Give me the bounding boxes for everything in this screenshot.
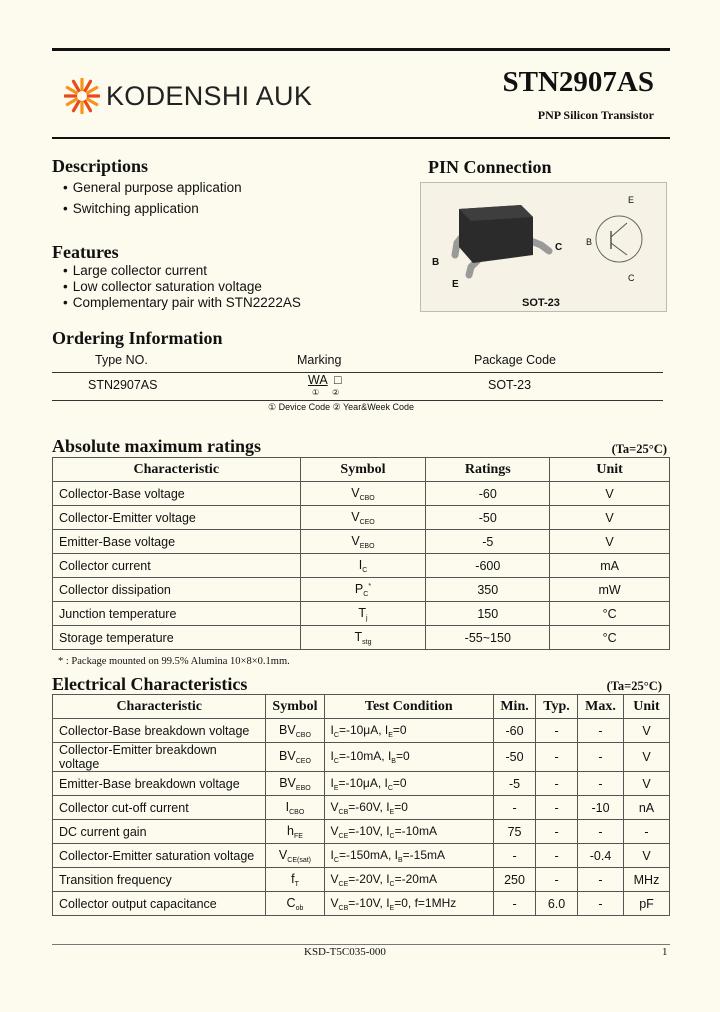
abs-max-title: Absolute maximum ratings: [52, 436, 262, 456]
typ-cell: -: [536, 719, 578, 743]
characteristic-cell: Collector cut-off current: [53, 796, 266, 820]
max-cell: -: [578, 772, 624, 796]
max-cell: -: [578, 892, 624, 916]
column-header: Typ.: [536, 695, 578, 719]
max-cell: -: [578, 820, 624, 844]
table-header-row: [53, 458, 670, 482]
rating-cell: 350: [426, 578, 550, 602]
table-row: [53, 482, 670, 506]
typ-cell: -: [536, 844, 578, 868]
typ-cell: -: [536, 796, 578, 820]
table-header-row: [53, 695, 670, 719]
column-header: Max.: [578, 695, 624, 719]
characteristic-cell: Emitter-Base voltage: [53, 530, 301, 554]
min-cell: -: [494, 844, 536, 868]
ordering-marking-box: □: [334, 373, 342, 387]
characteristic-cell: DC current gain: [53, 820, 266, 844]
characteristic-cell: Collector-Base voltage: [53, 482, 301, 506]
features-list: [63, 263, 301, 311]
logo-ray: [67, 99, 77, 105]
table-row: [53, 844, 670, 868]
table-row: [53, 578, 670, 602]
logo-ray: [67, 88, 77, 94]
electrical-table: [52, 694, 670, 916]
test-condition-cell: $I_C=-150mA$, $I_B=-15mA$: [324, 844, 494, 868]
characteristic-cell: Collector output capacitance: [53, 892, 266, 916]
rating-cell: -5: [426, 530, 550, 554]
footer-doc-code: KSD-T5C035-000: [304, 946, 386, 958]
ordering-title: Ordering Information: [52, 328, 223, 348]
table-row: [53, 530, 670, 554]
symbol-cell: $V_{CBO}$: [300, 482, 426, 506]
column-header: Min.: [494, 695, 536, 719]
part-number: STN2907AS: [502, 66, 654, 98]
abs-max-footnote: * : Package mounted on 99.5% Alumina 10×8×0.1mm.: [58, 656, 290, 667]
ordering-rule-top: [52, 372, 663, 373]
characteristic-cell: Storage temperature: [53, 626, 301, 650]
symbol-cell: $P_C^*$: [300, 578, 426, 602]
symbol-cell: $I_C$: [300, 554, 426, 578]
test-condition-cell: $I_C=-10mA$, $I_B=0$: [324, 743, 494, 772]
table-row: [53, 820, 670, 844]
typ-cell: -: [536, 820, 578, 844]
header-bottom-rule: [52, 137, 670, 139]
footer-rule: [52, 944, 670, 945]
pin-label-b: B: [432, 257, 440, 268]
ordering-header-marking: Marking: [297, 353, 342, 367]
unit-cell: °C: [550, 602, 670, 626]
typ-cell: -: [536, 868, 578, 892]
unit-cell: pF: [624, 892, 670, 916]
symbol-cell: $V_{EBO}$: [300, 530, 426, 554]
rating-cell: -60: [426, 482, 550, 506]
max-cell: -10: [578, 796, 624, 820]
unit-cell: -: [624, 820, 670, 844]
symbol-cell: $V_{CEO}$: [300, 506, 426, 530]
unit-cell: V: [624, 743, 670, 772]
pin-diagram: [420, 182, 667, 312]
logo-ray: [85, 101, 91, 111]
unit-cell: V: [624, 772, 670, 796]
list-item: • General purpose application: [63, 180, 242, 196]
typ-cell: 6.0: [536, 892, 578, 916]
unit-cell: °C: [550, 626, 670, 650]
pin-label-c: C: [555, 242, 563, 253]
unit-cell: V: [624, 844, 670, 868]
min-cell: -50: [494, 743, 536, 772]
symbol-label-e: E: [628, 195, 635, 205]
test-condition-cell: $I_E=-10\mu A$, $I_C=0$: [324, 772, 494, 796]
table-row: [53, 772, 670, 796]
symbol-cell: $T_{stg}$: [300, 626, 426, 650]
ordering-marking-index-1: ①: [312, 388, 320, 397]
typ-cell: -: [536, 743, 578, 772]
rating-cell: -600: [426, 554, 550, 578]
test-condition-cell: $V_{CB}=-60V$, $I_E=0$: [324, 796, 494, 820]
min-cell: -: [494, 892, 536, 916]
symbol-label-c: C: [628, 273, 635, 283]
footer-page-number: 1: [662, 946, 668, 958]
table-row: [53, 892, 670, 916]
min-cell: -5: [494, 772, 536, 796]
test-condition-cell: $V_{CE}=-20V$, $I_C=-20mA$: [324, 868, 494, 892]
test-condition-cell: $V_{CB}=-10V$, $I_E=0$, f=1MHz: [324, 892, 494, 916]
min-cell: 250: [494, 868, 536, 892]
column-header: Symbol: [300, 458, 426, 482]
characteristic-cell: Junction temperature: [53, 602, 301, 626]
abs-max-condition: (Ta=25°C): [611, 442, 667, 456]
column-header: Unit: [550, 458, 670, 482]
table-row: [53, 868, 670, 892]
brand-logo: [64, 78, 312, 114]
descriptions-list: [63, 180, 242, 217]
logo-ray: [87, 99, 97, 105]
unit-cell: mA: [550, 554, 670, 578]
max-cell: -0.4: [578, 844, 624, 868]
characteristic-cell: Collector current: [53, 554, 301, 578]
electrical-title: Electrical Characteristics: [52, 674, 248, 694]
typ-cell: -: [536, 772, 578, 796]
electrical-condition: (Ta=25°C): [606, 679, 662, 693]
column-header: Symbol: [266, 695, 324, 719]
table-row: [53, 554, 670, 578]
ordering-header-type: Type NO.: [95, 353, 148, 367]
unit-cell: V: [550, 530, 670, 554]
ordering-note: ① Device Code ② Year&Week Code: [268, 402, 415, 412]
ordering-package-value: SOT-23: [488, 378, 532, 392]
symbol-cell: $f_T$: [266, 868, 324, 892]
pin-connection-title: PIN Connection: [428, 157, 552, 177]
column-header: Characteristic: [53, 695, 266, 719]
min-cell: -60: [494, 719, 536, 743]
brand-name: KODENSHI AUK: [106, 80, 313, 111]
min-cell: 75: [494, 820, 536, 844]
sunburst-logo-icon: [64, 78, 100, 114]
part-subtitle: PNP Silicon Transistor: [537, 108, 654, 122]
table-row: [53, 796, 670, 820]
column-header: Test Condition: [324, 695, 494, 719]
header-rule: [52, 48, 670, 51]
table-row: [53, 602, 670, 626]
characteristic-cell: Emitter-Base breakdown voltage: [53, 772, 266, 796]
list-item: • Large collector current: [63, 263, 301, 279]
symbol-cell: $T_j$: [300, 602, 426, 626]
descriptions-title: Descriptions: [52, 156, 148, 176]
symbol-cell: $h_{FE}$: [266, 820, 324, 844]
test-condition-cell: $I_C=-10\mu A$, $I_E=0$: [324, 719, 494, 743]
ordering-header-package: Package Code: [474, 353, 557, 367]
symbol-cell: $BV_{EBO}$: [266, 772, 324, 796]
ordering-type-value: STN2907AS: [88, 378, 158, 392]
characteristic-cell: Collector-Emitter saturation voltage: [53, 844, 266, 868]
table-row: [53, 626, 670, 650]
unit-cell: V: [550, 506, 670, 530]
symbol-cell: $C_{ob}$: [266, 892, 324, 916]
logo-ray: [85, 81, 91, 91]
table-row: [53, 743, 670, 772]
symbol-cell: $BV_{CEO}$: [266, 743, 324, 772]
unit-cell: V: [624, 719, 670, 743]
rating-cell: -50: [426, 506, 550, 530]
symbol-label-b: B: [586, 237, 593, 247]
package-label: SOT-23: [522, 297, 560, 309]
rating-cell: -55~150: [426, 626, 550, 650]
characteristic-cell: Collector dissipation: [53, 578, 301, 602]
max-cell: -: [578, 868, 624, 892]
rating-cell: 150: [426, 602, 550, 626]
table-row: [53, 719, 670, 743]
unit-cell: V: [550, 482, 670, 506]
column-header: Unit: [624, 695, 670, 719]
characteristic-cell: Collector-Emitter voltage: [53, 506, 301, 530]
features-title: Features: [52, 242, 119, 262]
list-item: • Switching application: [63, 201, 242, 217]
test-condition-cell: $V_{CE}=-10V$, $I_C=-10mA$: [324, 820, 494, 844]
symbol-cell: $BV_{CBO}$: [266, 719, 324, 743]
list-item: • Low collector saturation voltage: [63, 279, 301, 295]
max-cell: -: [578, 743, 624, 772]
symbol-cell: $V_{CE(sat)}$: [266, 844, 324, 868]
abs-max-table: [52, 457, 670, 650]
unit-cell: mW: [550, 578, 670, 602]
characteristic-cell: Collector-Base breakdown voltage: [53, 719, 266, 743]
logo-ray: [74, 81, 80, 91]
column-header: Characteristic: [53, 458, 301, 482]
ordering-marking-value: WA: [308, 373, 328, 387]
unit-cell: MHz: [624, 868, 670, 892]
unit-cell: nA: [624, 796, 670, 820]
max-cell: -: [578, 719, 624, 743]
pin-label-e: E: [452, 279, 459, 290]
characteristic-cell: Transition frequency: [53, 868, 266, 892]
table-row: [53, 506, 670, 530]
logo-ray: [87, 88, 97, 94]
list-item: • Complementary pair with STN2222AS: [63, 295, 301, 311]
ordering-marking-index-2: ②: [332, 388, 340, 397]
column-header: Ratings: [426, 458, 550, 482]
characteristic-cell: Collector-Emitter breakdown voltage: [53, 743, 266, 772]
ordering-rule-bottom: [52, 400, 663, 401]
logo-ray: [74, 101, 80, 111]
min-cell: -: [494, 796, 536, 820]
symbol-cell: $I_{CBO}$: [266, 796, 324, 820]
